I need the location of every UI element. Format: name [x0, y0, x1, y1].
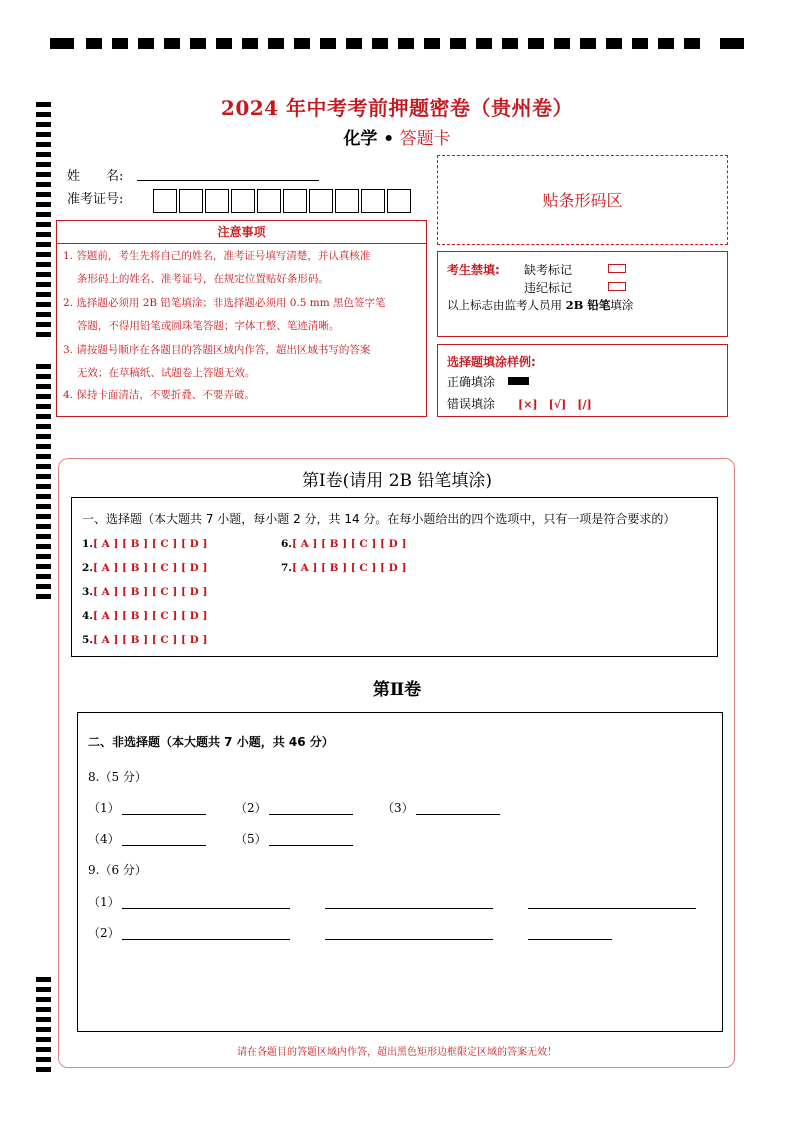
- id-digit-box[interactable]: [361, 189, 385, 213]
- id-digit-box[interactable]: [387, 189, 411, 213]
- answer-line[interactable]: [416, 814, 500, 815]
- notice-item: 1. 答题前，考生先将自己的姓名，准考证号填写清楚，并认真核准: [63, 250, 371, 262]
- name-label: 姓 名:: [67, 169, 124, 184]
- answer-line[interactable]: [269, 814, 353, 815]
- id-digit-box[interactable]: [283, 189, 307, 213]
- part1-title: 第Ⅰ卷(请用 2B 铅笔填涂): [301, 471, 493, 491]
- q8-sub-label: （5）: [235, 832, 267, 846]
- q8-sub-label: （1）: [88, 801, 120, 815]
- barcode-label: 贴条形码区: [542, 191, 623, 210]
- sample-title: 选择题填涂样例:: [447, 355, 536, 369]
- absent-label: 缺考标记: [524, 263, 573, 277]
- id-digit-box[interactable]: [257, 189, 281, 213]
- q8-sub-label: （2）: [235, 801, 267, 815]
- examiner-marks-box: [437, 251, 728, 337]
- q9-sub-label: （1）: [88, 895, 120, 909]
- choice-question[interactable]: 4.[ A ] [ B ] [ C ] [ D ]: [82, 610, 208, 622]
- question-9-label: 9.（6 分）: [88, 863, 147, 877]
- fill-sample-box: [437, 344, 728, 417]
- notice-box: [56, 220, 427, 417]
- correct-fill-mark: [508, 377, 529, 385]
- page-title: 2024 年中考考前押题密卷（贵州卷）: [220, 96, 574, 120]
- examiner-note-bold: 2B 铅笔: [565, 298, 611, 312]
- answer-line[interactable]: [122, 939, 290, 940]
- correct-label: 正确填涂: [447, 375, 496, 389]
- answer-line[interactable]: [325, 908, 493, 909]
- notice-item: 2. 选择题必须用 2B 铅笔填涂；非选择题必须用 0.5 mm 黑色签字笔: [63, 297, 386, 309]
- answer-line[interactable]: [528, 939, 612, 940]
- examiner-label: 考生禁填:: [447, 263, 500, 277]
- answer-line[interactable]: [269, 845, 353, 846]
- card-label: 答题卡: [394, 129, 451, 149]
- top-timing-marks: [50, 38, 744, 50]
- answer-line[interactable]: [122, 814, 206, 815]
- choice-question[interactable]: 6.[ A ] [ B ] [ C ] [ D ]: [281, 538, 407, 550]
- notice-item: 4. 保持卡面清洁，不要折叠、不要弄破。: [63, 389, 255, 401]
- id-digit-box[interactable]: [309, 189, 333, 213]
- id-label: 准考证号:: [67, 192, 124, 207]
- id-digit-box[interactable]: [231, 189, 255, 213]
- absent-checkbox[interactable]: [608, 264, 626, 273]
- id-digit-box[interactable]: [179, 189, 203, 213]
- answer-line[interactable]: [122, 908, 290, 909]
- choice-question[interactable]: 7.[ A ] [ B ] [ C ] [ D ]: [281, 562, 407, 574]
- notice-item: 条形码上的姓名、准考证号，在规定位置贴好条形码。: [63, 273, 329, 285]
- barcode-area: [437, 155, 728, 245]
- page-subtitle: [0, 124, 794, 149]
- choice-section: [71, 497, 718, 657]
- footer-warning: 请在各题目的答题区域内作答，超出黑色矩形边框限定区域的答案无效！: [237, 1047, 557, 1058]
- violation-label: 违纪标记: [524, 281, 573, 295]
- notice-item: 答题，不得用铅笔或圆珠笔答题；字体工整、笔迹清晰。: [63, 320, 340, 332]
- non-choice-heading: 二、非选择题（本大题共 7 小题，共 46 分）: [88, 735, 334, 749]
- answer-line[interactable]: [325, 939, 493, 940]
- choice-question[interactable]: 3.[ A ] [ B ] [ C ] [ D ]: [82, 586, 208, 598]
- wrong-marks: [×] [√] [/]: [518, 398, 592, 411]
- question-8-label: 8.（5 分）: [88, 770, 147, 784]
- choice-question[interactable]: 2.[ A ] [ B ] [ C ] [ D ]: [82, 562, 208, 574]
- part2-title: 第Ⅱ卷: [372, 680, 422, 700]
- choice-heading: 一、选择题（本大题共 7 小题，每小题 2 分，共 14 分。在每小题给出的四个选项中，只有一项是符合要求的）: [82, 512, 676, 526]
- id-digit-box[interactable]: [153, 189, 177, 213]
- id-digit-box[interactable]: [205, 189, 229, 213]
- id-digit-box[interactable]: [335, 189, 359, 213]
- answer-line[interactable]: [528, 908, 696, 909]
- subject-label: 化学 •: [343, 129, 395, 149]
- q8-sub-label: （4）: [88, 832, 120, 846]
- answer-line[interactable]: [122, 845, 206, 846]
- examiner-note-a: 以上标志由监考人员用: [447, 298, 566, 312]
- q9-sub-label: （2）: [88, 926, 120, 940]
- choice-question[interactable]: 5.[ A ] [ B ] [ C ] [ D ]: [82, 634, 208, 646]
- wrong-label: 错误填涂: [447, 397, 496, 411]
- violation-checkbox[interactable]: [608, 282, 626, 291]
- notice-item: 3. 请按题号顺序在各题目的答题区域内作答，超出区域书写的答案: [63, 344, 371, 356]
- non-choice-section: [77, 712, 723, 1032]
- examiner-note-b: 填涂: [610, 298, 634, 312]
- notice-item: 无效；在草稿纸、试题卷上答题无效。: [63, 367, 256, 379]
- q8-sub-label: （3）: [382, 801, 414, 815]
- choice-question[interactable]: 1.[ A ] [ B ] [ C ] [ D ]: [82, 538, 208, 550]
- name-field[interactable]: [137, 180, 319, 181]
- examiner-note: [447, 297, 633, 313]
- notice-heading: 注意事项: [57, 221, 426, 244]
